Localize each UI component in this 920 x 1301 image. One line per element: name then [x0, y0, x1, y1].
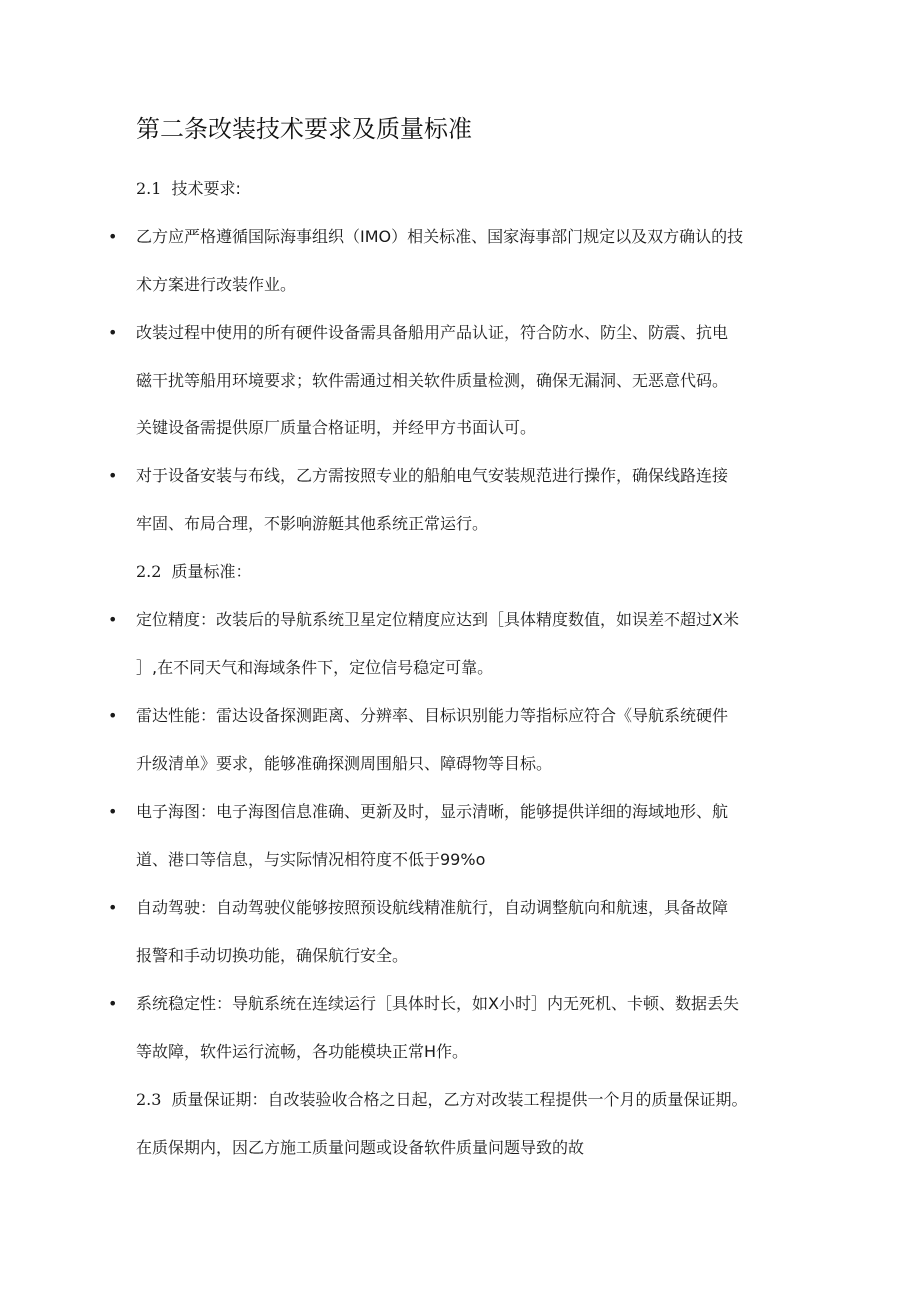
- bullet-icon: •: [108, 610, 118, 629]
- paragraph-line: 等故障，软件运行流畅，各功能模块正常H作。: [136, 1042, 469, 1061]
- paragraph-line: 道、港口等信息，与实际情况相符度不低于99%o: [136, 850, 486, 869]
- section-heading-text: 技术要求:: [171, 179, 241, 198]
- paragraph-line: 升级清单》要求，能够准确探测周围船只、障碍物等目标。: [136, 754, 553, 773]
- paragraph-line: ］,在不同天气和海域条件下，定位信号稳定可靠。: [136, 658, 494, 677]
- document-title: 第二条改装技术要求及质量标准: [136, 115, 472, 143]
- section-2-2-heading: [136, 560, 251, 584]
- paragraph-line: 改装过程中使用的所有硬件设备需具备船用产品认证，符合防水、防尘、防震、抗电: [136, 323, 729, 342]
- paragraph-line: 雷达性能：雷达设备探测距离、分辨率、目标识别能力等指标应符合《导航系统硬件: [136, 706, 729, 725]
- section-number: 2.1: [136, 179, 162, 198]
- paragraph-line: 术方案进行改装作业。: [136, 275, 297, 294]
- paragraph-line: 在质保期内，因乙方施工质量问题或设备软件质量问题导致的故: [136, 1138, 585, 1157]
- paragraph-line: 系统稳定性：导航系统在连续运行［具体时长，如X小时］内无死机、卡顿、数据丢失: [136, 994, 739, 1013]
- bullet-icon: •: [108, 994, 118, 1013]
- bullet-icon: •: [108, 323, 118, 342]
- section-number: 2.2: [136, 562, 162, 581]
- bullet-icon: •: [108, 802, 118, 821]
- paragraph-line: 定位精度：改装后的导航系统卫星定位精度应达到［具体精度数值，如误差不超过X米: [136, 610, 739, 629]
- bullet-icon: •: [108, 706, 118, 725]
- bullet-icon: •: [108, 898, 118, 917]
- section-2-1-heading: [136, 177, 241, 201]
- paragraph-line: 对于设备安装与布线，乙方需按照专业的船舶电气安装规范进行操作，确保线路连接: [136, 466, 729, 485]
- paragraph-line: 磁干扰等船用环境要求；软件需通过相关软件质量检测，确保无漏洞、无恶意代码。: [136, 371, 729, 390]
- section-heading-text: 质量标准：: [171, 562, 252, 581]
- paragraph-line: 电子海图：电子海图信息准确、更新及时，显示清晰，能够提供详细的海域地形、航: [136, 802, 729, 821]
- paragraph-line: 乙方应严格遵循国际海事组织（IMO）相关标准、国家海事部门规定以及双方确认的技: [136, 227, 744, 246]
- section-2-3-paragraph: [136, 1088, 747, 1112]
- paragraph-line: 自动驾驶：自动驾驶仪能够按照预设航线精准航行，自动调整航向和航速，具备故障: [136, 898, 729, 917]
- bullet-icon: •: [108, 466, 118, 485]
- section-number: 2.3: [136, 1090, 162, 1109]
- paragraph-line: 牢固、布局合理，不影响游艇其他系统正常运行。: [136, 514, 489, 533]
- bullet-icon: •: [108, 227, 118, 246]
- paragraph-line: 报警和手动切换功能，确保航行安全。: [136, 946, 409, 965]
- paragraph-line: 关键设备需提供原厂质量合格证明，并经甲方书面认可。: [136, 418, 537, 437]
- section-text: 质量保证期：自改装验收合格之日起，乙方对改装工程提供一个月的质量保证期。: [171, 1090, 748, 1109]
